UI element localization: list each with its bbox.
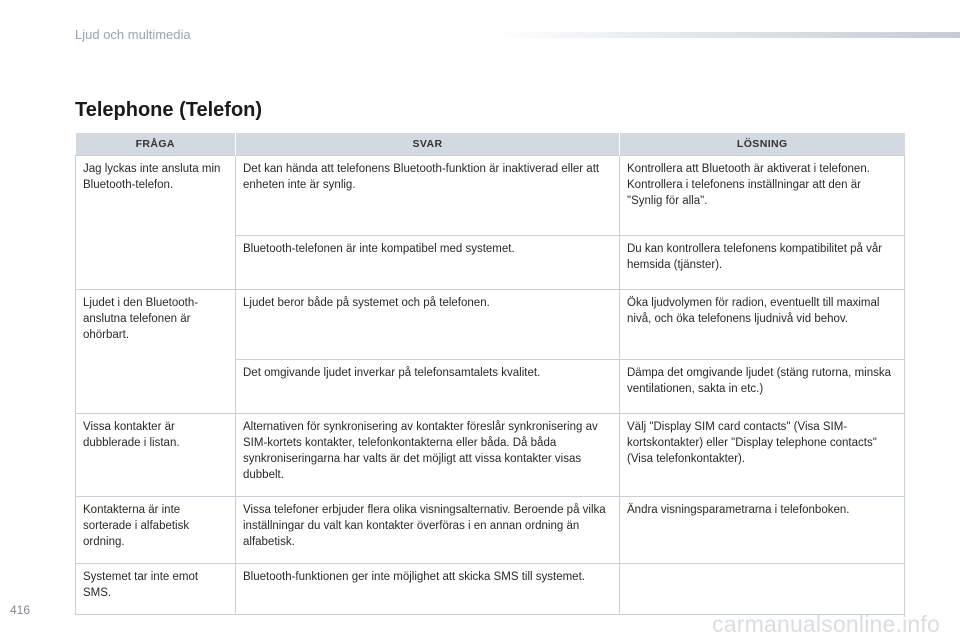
column-header-solution: LÖSNING — [620, 133, 905, 156]
question-cell: Ljudet i den Bluetooth-anslutna telefonen är ohörbart. — [76, 290, 236, 414]
column-header-answer: SVAR — [236, 133, 620, 156]
table-header-row — [76, 133, 905, 156]
solution-cell: Kontrollera att Bluetooth är aktiverat i telefonen. Kontrollera i telefonens inställningar att den är "Synlig för alla". — [620, 156, 905, 236]
table-row — [76, 564, 905, 615]
solution-cell: Välj "Display SIM card contacts" (Visa SIM-kortskontakter) eller "Display telephone contacts" (Visa telefonkontakter). — [620, 414, 905, 497]
answer-cell: Det omgivande ljudet inverkar på telefonsamtalets kvalitet. — [236, 360, 620, 414]
answer-cell: Vissa telefoner erbjuder flera olika visningsalternativ. Beroende på vilka inställningar du valt kan kontakter överföras i en annan ordning än alfabetisk. — [236, 497, 620, 564]
answer-cell: Ljudet beror både på systemet och på telefonen. — [236, 290, 620, 360]
table-row — [76, 497, 905, 564]
question-cell: Jag lyckas inte ansluta min Bluetooth-telefon. — [76, 156, 236, 290]
section-title: Telephone (Telefon) — [75, 99, 263, 121]
answer-cell: Alternativen för synkronisering av kontakter föreslår synkronisering av SIM-kortets kontakter, telefonkontakterna eller båda. Då båda synkroniseringarna har valts är det möjligt att vissa kontakter visas dubbelt. — [236, 414, 620, 497]
solution-cell: Öka ljudvolymen för radion, eventuellt till maximal nivå, och öka telefonens ljudnivå vid behov. — [620, 290, 905, 360]
table-row — [76, 414, 905, 497]
answer-cell: Bluetooth-funktionen ger inte möjlighet att skicka SMS till systemet. — [236, 564, 620, 615]
question-cell: Systemet tar inte emot SMS. — [76, 564, 236, 615]
table-row — [76, 290, 905, 360]
solution-cell: Du kan kontrollera telefonens kompatibilitet på vår hemsida (tjänster). — [620, 236, 905, 290]
solution-cell: Dämpa det omgivande ljudet (stäng rutorna, minska ventilationen, sakta in etc.) — [620, 360, 905, 414]
column-header-question: FRÅGA — [76, 133, 236, 156]
page-number: 416 — [10, 603, 31, 617]
question-cell: Kontakterna är inte sorterade i alfabetisk ordning. — [76, 497, 236, 564]
question-cell: Vissa kontakter är dubblerade i listan. — [76, 414, 236, 497]
answer-cell: Det kan hända att telefonens Bluetooth-funktion är inaktiverad eller att enheten inte är synlig. — [236, 156, 620, 236]
table-row — [76, 156, 905, 236]
watermark-text: carmanualsonline.info — [712, 611, 940, 637]
solution-cell: Ändra visningsparametrarna i telefonboken. — [620, 497, 905, 564]
chapter-title: Ljud och multimedia — [75, 27, 191, 42]
header-decoration-bar — [492, 32, 960, 38]
troubleshooting-table — [75, 133, 905, 615]
solution-cell — [620, 564, 905, 615]
answer-cell: Bluetooth-telefonen är inte kompatibel med systemet. — [236, 236, 620, 290]
